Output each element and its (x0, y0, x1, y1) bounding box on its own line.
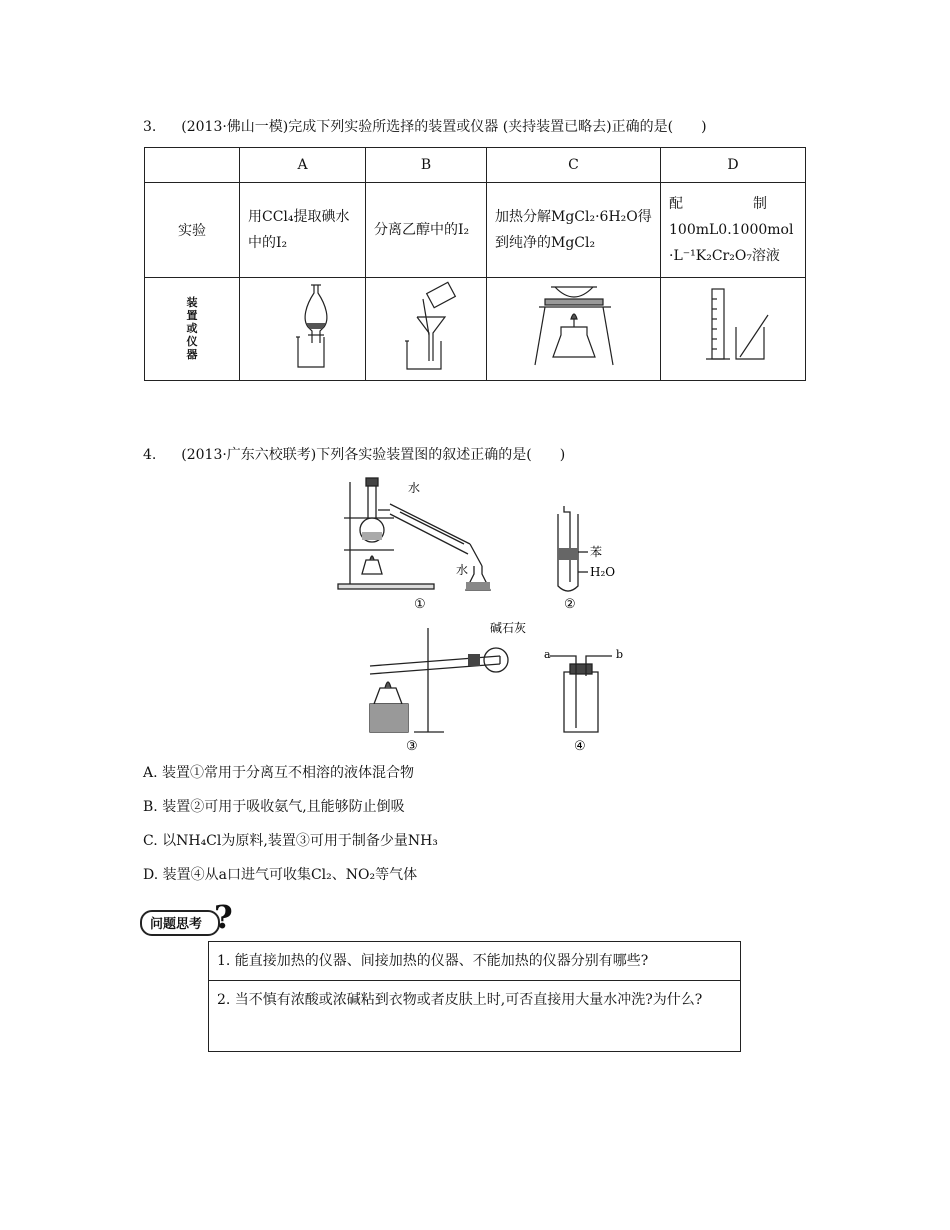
col-header-c: C (487, 148, 661, 183)
option-a: A. 装置①常用于分离互不相溶的液体混合物 (143, 765, 415, 781)
option-b: B. 装置②可用于吸收氨气,且能够防止倒吸 (143, 799, 405, 815)
cell-d-experiment (661, 183, 806, 278)
think-questions (208, 941, 741, 1052)
row-label-apparatus-text: 装置或仪器 (186, 296, 198, 361)
think-item-2: 2. 当不慎有浓酸或浓碱粘到衣物或者皮肤上时,可否直接用大量水冲洗?为什么? (209, 981, 741, 1052)
label-figure-1: ① (414, 597, 426, 612)
question-3-text: (2013·佛山一模)完成下列实验所选择的装置或仪器 (夹持装置已略去)正确的是( ) (181, 119, 707, 135)
cell-d-line3: ·L⁻¹K₂Cr₂O₇溶液 (669, 248, 780, 264)
figure-2-test-tube (548, 502, 628, 614)
filtration-funnel-icon (371, 279, 481, 375)
question-4-text: (2013·广东六校联考)下列各实验装置图的叙述正确的是( ) (181, 447, 566, 463)
col-header-a: A (240, 148, 366, 183)
cell-c-experiment: 加热分解MgCl₂·6H₂O得到纯净的MgCl₂ (487, 183, 661, 278)
figure-1-distillation (330, 474, 510, 614)
question-3-number: 3. (143, 119, 157, 135)
cell-c-apparatus (487, 278, 661, 381)
label-water-top: 水 (408, 481, 421, 495)
cell-d-apparatus (661, 278, 806, 381)
crucible-heating-icon (499, 279, 649, 375)
experiment-table (144, 147, 806, 381)
think-badge-label: 问题思考 (150, 917, 203, 932)
cell-a-apparatus (240, 278, 366, 381)
separatory-funnel-icon (248, 279, 358, 375)
figure-3-ammonia-apparatus (350, 616, 550, 754)
question-mark-icon: ? (214, 898, 233, 936)
question-4-number: 4. (143, 447, 157, 463)
cell-d-line2: 100mL0.1000mol (669, 222, 794, 238)
figure-4-gas-bottle (540, 644, 640, 756)
label-h2o: H₂O (590, 565, 616, 579)
label-port-a: a (544, 648, 551, 661)
cell-d-line1: 配 制 (669, 196, 767, 212)
col-header-d: D (661, 148, 806, 183)
col-header-b: B (366, 148, 487, 183)
label-figure-3: ③ (406, 739, 418, 754)
option-d: D. 装置④从a口进气可收集Cl₂、NO₂等气体 (143, 867, 418, 883)
option-c: C. 以NH₄Cl为原料,装置③可用于制备少量NH₃ (143, 833, 438, 849)
label-figure-2: ② (564, 597, 576, 612)
question-4 (143, 444, 565, 464)
label-benzene: 苯 (590, 545, 603, 559)
cylinder-and-beaker-icon (668, 279, 798, 375)
cell-a-experiment: 用CCl₄提取碘水中的I₂ (240, 183, 366, 278)
think-badge (140, 898, 240, 938)
row-label-apparatus (145, 278, 240, 381)
cell-b-experiment: 分离乙醇中的I₂ (366, 183, 487, 278)
label-soda-lime: 碱石灰 (490, 621, 527, 635)
think-item-1: 1. 能直接加热的仪器、间接加热的仪器、不能加热的仪器分别有哪些? (209, 942, 741, 981)
table-corner (145, 148, 240, 183)
cell-b-apparatus (366, 278, 487, 381)
row-label-experiment: 实验 (145, 183, 240, 278)
question-3 (143, 116, 707, 136)
label-figure-4: ④ (574, 739, 586, 754)
label-water-bottom: 水 (456, 563, 469, 577)
label-port-b: b (616, 648, 624, 661)
